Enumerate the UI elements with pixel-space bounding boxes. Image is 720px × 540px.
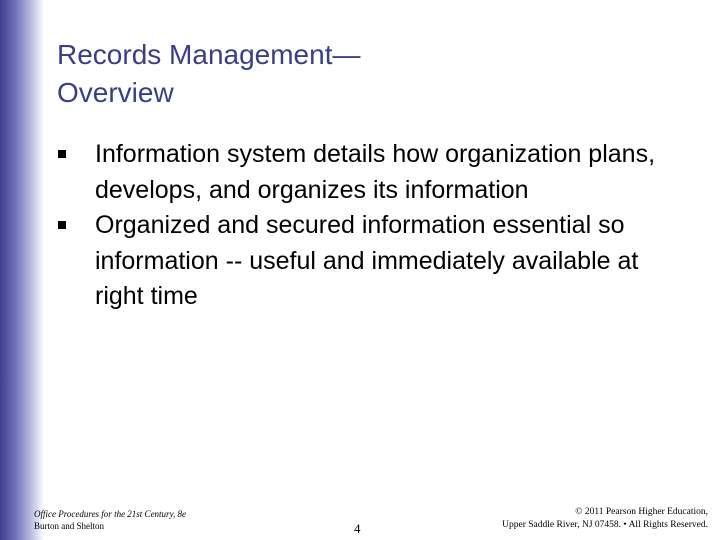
copyright-line-2: Upper Saddle River, NJ 07458. • All Rights Reserved. [502, 520, 708, 530]
footer-book-title: Office Procedures for the 21st Century, 8e [34, 509, 187, 519]
bullet-item [58, 208, 658, 315]
title-line-1: Records Management— [57, 39, 361, 70]
square-bullet-icon [58, 221, 66, 229]
copyright-line-1: © 2011 Pearson Higher Education, [575, 507, 708, 517]
square-bullet-icon [58, 150, 66, 158]
bullet-text: Organized and secured information essential so information -- useful and immediately available at right time [95, 211, 639, 310]
footer-book-credit [34, 508, 294, 532]
side-gradient-bar [0, 0, 44, 540]
footer-authors: Burton and Shelton [34, 521, 104, 531]
slide-title [57, 36, 657, 112]
page-number: 4 [354, 521, 361, 536]
bullet-list [58, 137, 658, 315]
footer-copyright [408, 506, 708, 532]
title-line-2: Overview [57, 77, 174, 108]
bullet-text: Information system details how organization plans, develops, and organizes its information [95, 140, 656, 204]
bullet-item [58, 137, 658, 208]
